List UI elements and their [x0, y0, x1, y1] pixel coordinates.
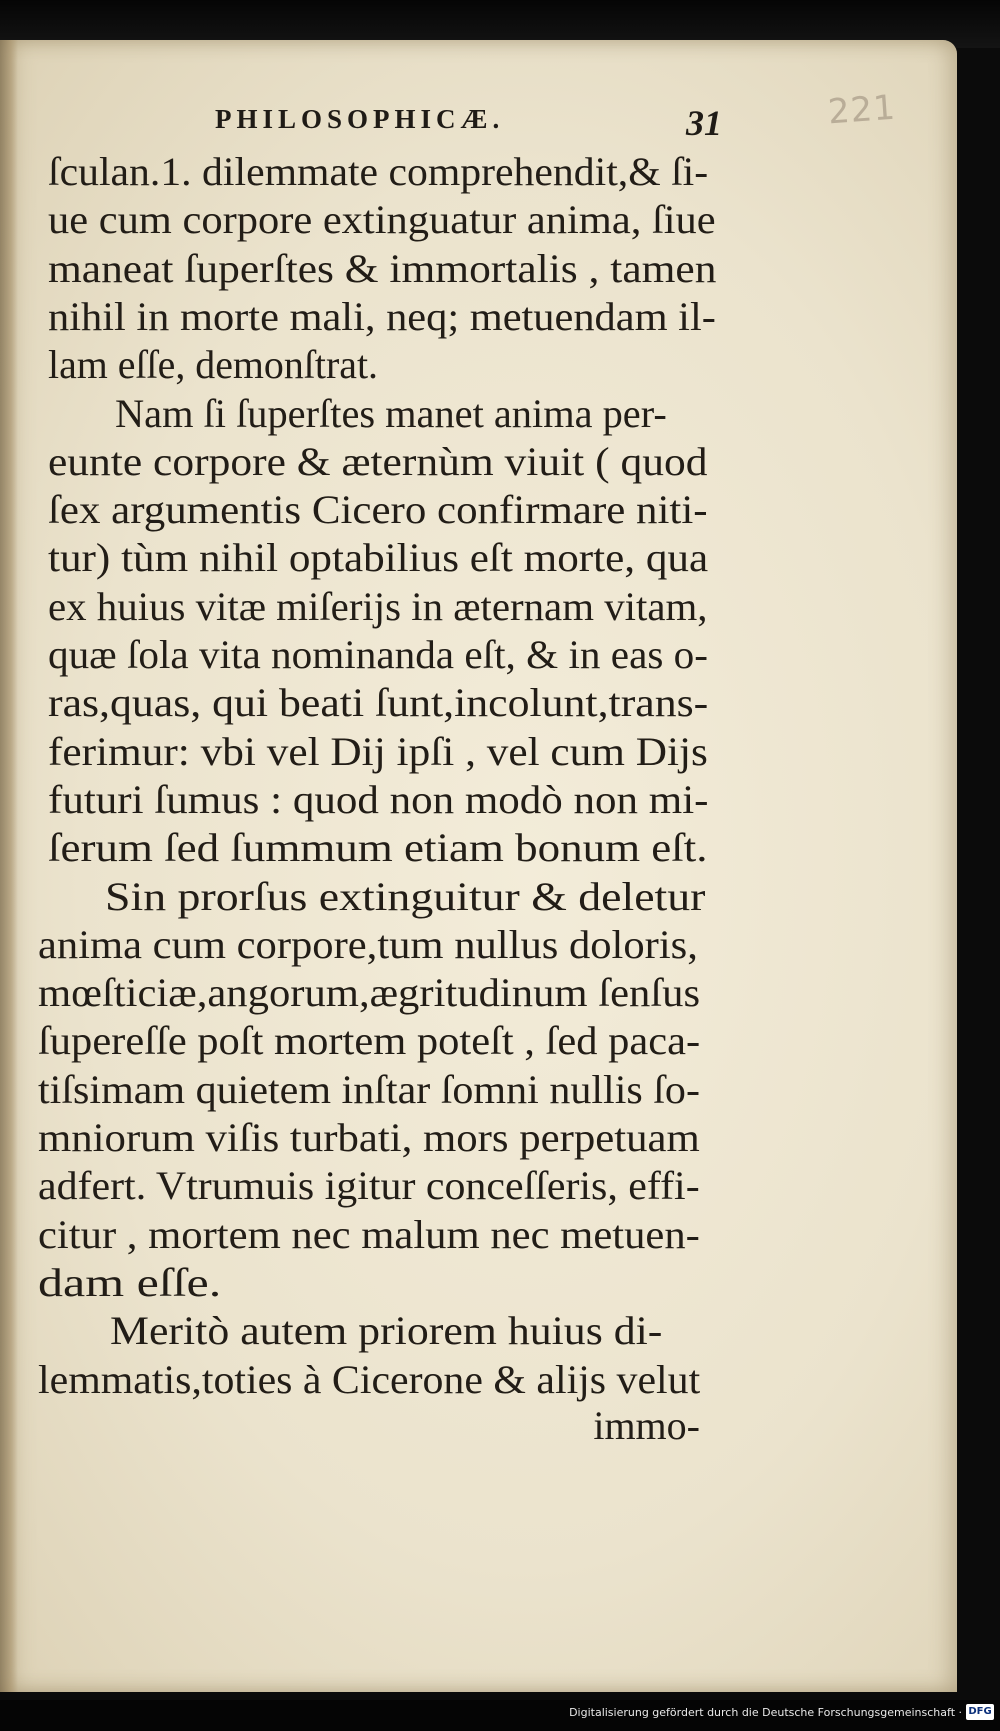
text-line: tur) tùm nihil optabilius eſt morte, qua	[48, 535, 709, 581]
text-line: adfert. Vtrumuis igitur conceſſeris, effi-	[38, 1163, 700, 1209]
text-line: ſerum ſed ſummum etiam bonum eſt.	[48, 825, 708, 871]
page-binding-shadow	[0, 40, 18, 1692]
text-line: ſupereſſe poſt mortem poteſt , ſed paca-	[38, 1018, 701, 1064]
text-line: ſex argumentis Cicero confirmare niti-	[48, 487, 708, 533]
text-line: Nam ſi ſuperſtes manet anima per-	[115, 390, 667, 436]
text-line: nihil in morte mali, neq; metuendam il-	[48, 293, 716, 339]
page-number: 31	[686, 103, 722, 143]
text-line: eunte corpore & æternùm viuit ( quod	[48, 438, 708, 484]
text-line: ferimur: vbi vel Dij ipſi , vel cum Dijs	[48, 728, 708, 774]
pencil-folio-note: 221	[826, 87, 898, 133]
text-line: Sin prorſus extinguitur & deletur	[105, 873, 706, 919]
text-line: mœſticiæ,angorum,ægritudinum ſenſus	[38, 970, 701, 1016]
text-line: ue cum corpore extinguatur anima, ſiue	[48, 197, 716, 243]
text-line: lam eſſe, demonſtrat.	[48, 342, 378, 388]
text-line: Meritò autem priorem huius di-	[110, 1308, 663, 1354]
text-line: ras,quas, qui beati ſunt,incolunt,trans-	[48, 680, 709, 726]
catchword: immo-	[593, 1403, 700, 1448]
text-line: citur , mortem nec malum nec metuen-	[38, 1211, 700, 1257]
text-line: futuri ſumus : quod non modò non mi-	[48, 776, 709, 822]
text-line: quæ ſola vita nominanda eſt, & in eas o-	[48, 632, 708, 677]
text-line: dam eſſe.	[38, 1259, 222, 1305]
text-line: lemmatis,toties à Cicerone & alijs velut	[38, 1356, 701, 1402]
text-line: tiſsimam quietem inſtar ſomni nullis ſo-	[38, 1066, 700, 1112]
running-head: PHILOSOPHICÆ.	[215, 104, 505, 134]
text-line: ſculan.1. dilemmate comprehendit,& ſi-	[48, 149, 709, 194]
funding-credit: Digitalisierung gefördert durch die Deutsche Forschungsgemeinschaft ·	[569, 1706, 962, 1719]
text-line: anima cum corpore,tum nullus doloris,	[38, 921, 698, 967]
text-line: maneat ſuperſtes & immortalis , tamen	[48, 245, 717, 291]
text-line: ex huius vitæ miſerijs in æternam vitam,	[48, 583, 708, 629]
dfg-logo: DFG	[966, 1704, 994, 1720]
text-line: mniorum viſis turbati, mors perpetuam	[38, 1115, 700, 1160]
